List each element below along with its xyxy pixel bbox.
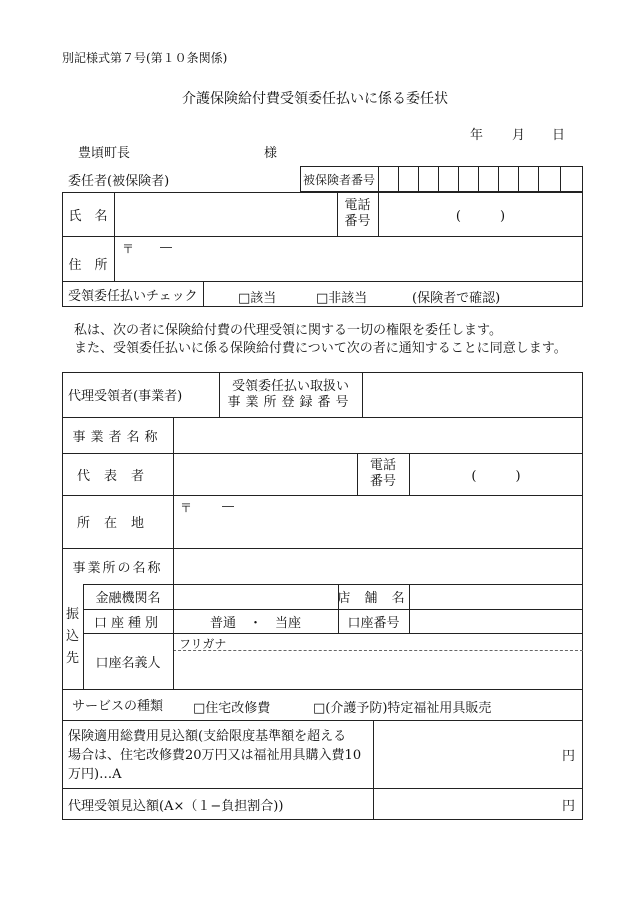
office-name-field[interactable] <box>173 548 583 584</box>
agent-phone-paren: ( ) <box>471 468 521 484</box>
agent-postal-dash: ― <box>222 499 234 513</box>
delegator-postal-mark: 〒 <box>122 242 135 256</box>
date-day-label: 日 <box>552 128 566 143</box>
form-title: 介護保険給付費受領委任払いに係る委任状 <box>182 91 448 107</box>
proxy-amount-label: 代理受領見込額(A×（１−負担割合)) <box>68 798 284 814</box>
agent-phone-label-1: 電話 <box>369 458 396 473</box>
account-number-field[interactable] <box>409 609 583 633</box>
insured-number-field[interactable] <box>378 166 583 192</box>
agent-phone-field[interactable] <box>409 453 583 495</box>
proxy-amount-field[interactable] <box>373 788 583 820</box>
transfer-char-3: 先 <box>65 650 79 666</box>
delegator-phone-label-2: 番号 <box>344 214 371 229</box>
service-option-home-renovation[interactable]: □住宅改修費 <box>193 701 271 716</box>
transfer-destination-label <box>62 584 83 689</box>
business-name-field[interactable] <box>173 417 583 453</box>
statement-line-2: また、受領委任払いに係る保険給付費について次の者に通知することに同意します。 <box>74 341 567 356</box>
agent-postal-mark: 〒 <box>180 501 193 515</box>
bank-label: 金融機関名 <box>95 591 161 606</box>
account-number-label: 口座番号 <box>347 615 400 631</box>
date-year-label: 年 <box>470 128 484 143</box>
office-name-label: 事業所の名称 <box>72 560 163 576</box>
agent-phone-label-2: 番号 <box>369 474 396 489</box>
check-applicable[interactable]: □該当 <box>238 291 277 306</box>
delegator-name-label: 氏 名 <box>68 208 108 224</box>
addressee-name: 豊頃町長 <box>78 146 131 161</box>
office-reg-label-2: 事業所登録番号 <box>227 394 354 410</box>
total-cost-label-line-1: 保険適用総費用見込額(支給限度基準額を超える <box>68 729 347 744</box>
branch-label: 店 舗 名 <box>337 591 410 606</box>
transfer-char-2: 込 <box>65 628 79 644</box>
check-note: (保険者で確認) <box>412 291 501 306</box>
branch-field[interactable] <box>409 584 583 609</box>
agent-section-label: 代理受領者(事業者) <box>68 389 183 404</box>
total-cost-label <box>68 727 361 784</box>
service-type-label: サービスの種類 <box>71 699 163 714</box>
representative-label: 代表者 <box>76 468 158 484</box>
furigana-label: フリガナ <box>179 637 227 651</box>
delegator-section-label: 委任者(被保険者) <box>68 173 170 189</box>
account-holder-label: 口座名義人 <box>95 655 161 671</box>
total-cost-yen: 円 <box>561 748 575 764</box>
form-number: 別記様式第７号(第１０条関係) <box>62 51 228 65</box>
location-field[interactable] <box>173 495 583 548</box>
office-reg-number-field[interactable] <box>362 372 583 417</box>
office-reg-number-label <box>219 372 362 417</box>
delegator-name-field[interactable] <box>114 192 337 236</box>
service-option-welfare-equipment[interactable]: □(介護予防)特定福祉用具販売 <box>313 701 492 716</box>
bank-field[interactable] <box>173 584 338 609</box>
transfer-char-1: 振 <box>65 606 79 622</box>
location-label: 所在地 <box>76 516 158 531</box>
furigana-field[interactable] <box>173 633 583 650</box>
total-cost-label-line-3: 万円)…A <box>68 767 122 782</box>
account-type-options[interactable]: 普通 ・ 当座 <box>209 615 301 631</box>
delegator-phone-field[interactable] <box>378 192 583 236</box>
addressee-suffix: 様 <box>264 146 278 161</box>
delegator-phone-label-1: 電話 <box>344 198 371 213</box>
delegator-address-label: 住 所 <box>68 258 108 273</box>
proxy-amount-yen: 円 <box>561 798 575 814</box>
agent-phone-label <box>357 453 409 495</box>
date-month-label: 月 <box>512 128 526 143</box>
total-cost-label-line-2: 場合は、住宅改修費20万円又は福祉用具購入費10 <box>68 748 362 763</box>
insured-number-label: 被保険者番号 <box>302 172 375 187</box>
business-name-label: 事業者名称 <box>72 429 163 445</box>
office-reg-label-1: 受領委任払い取扱い <box>231 378 349 394</box>
representative-field[interactable] <box>173 453 357 495</box>
delegator-phone-paren: ( ) <box>455 208 506 224</box>
delegator-postal-dash: ― <box>160 240 172 254</box>
check-not-applicable[interactable]: □非該当 <box>316 291 368 306</box>
total-cost-field[interactable] <box>373 720 583 788</box>
check-label: 受領委任払いチェック <box>68 288 198 304</box>
delegator-phone-label <box>337 192 378 236</box>
statement-line-1: 私は、次の者に保険給付費の代理受領に関する一切の権限を委任します。 <box>74 323 502 338</box>
account-type-label: 口座種別 <box>93 615 162 631</box>
account-holder-field[interactable] <box>173 650 583 689</box>
delegator-address-field[interactable] <box>114 236 583 281</box>
